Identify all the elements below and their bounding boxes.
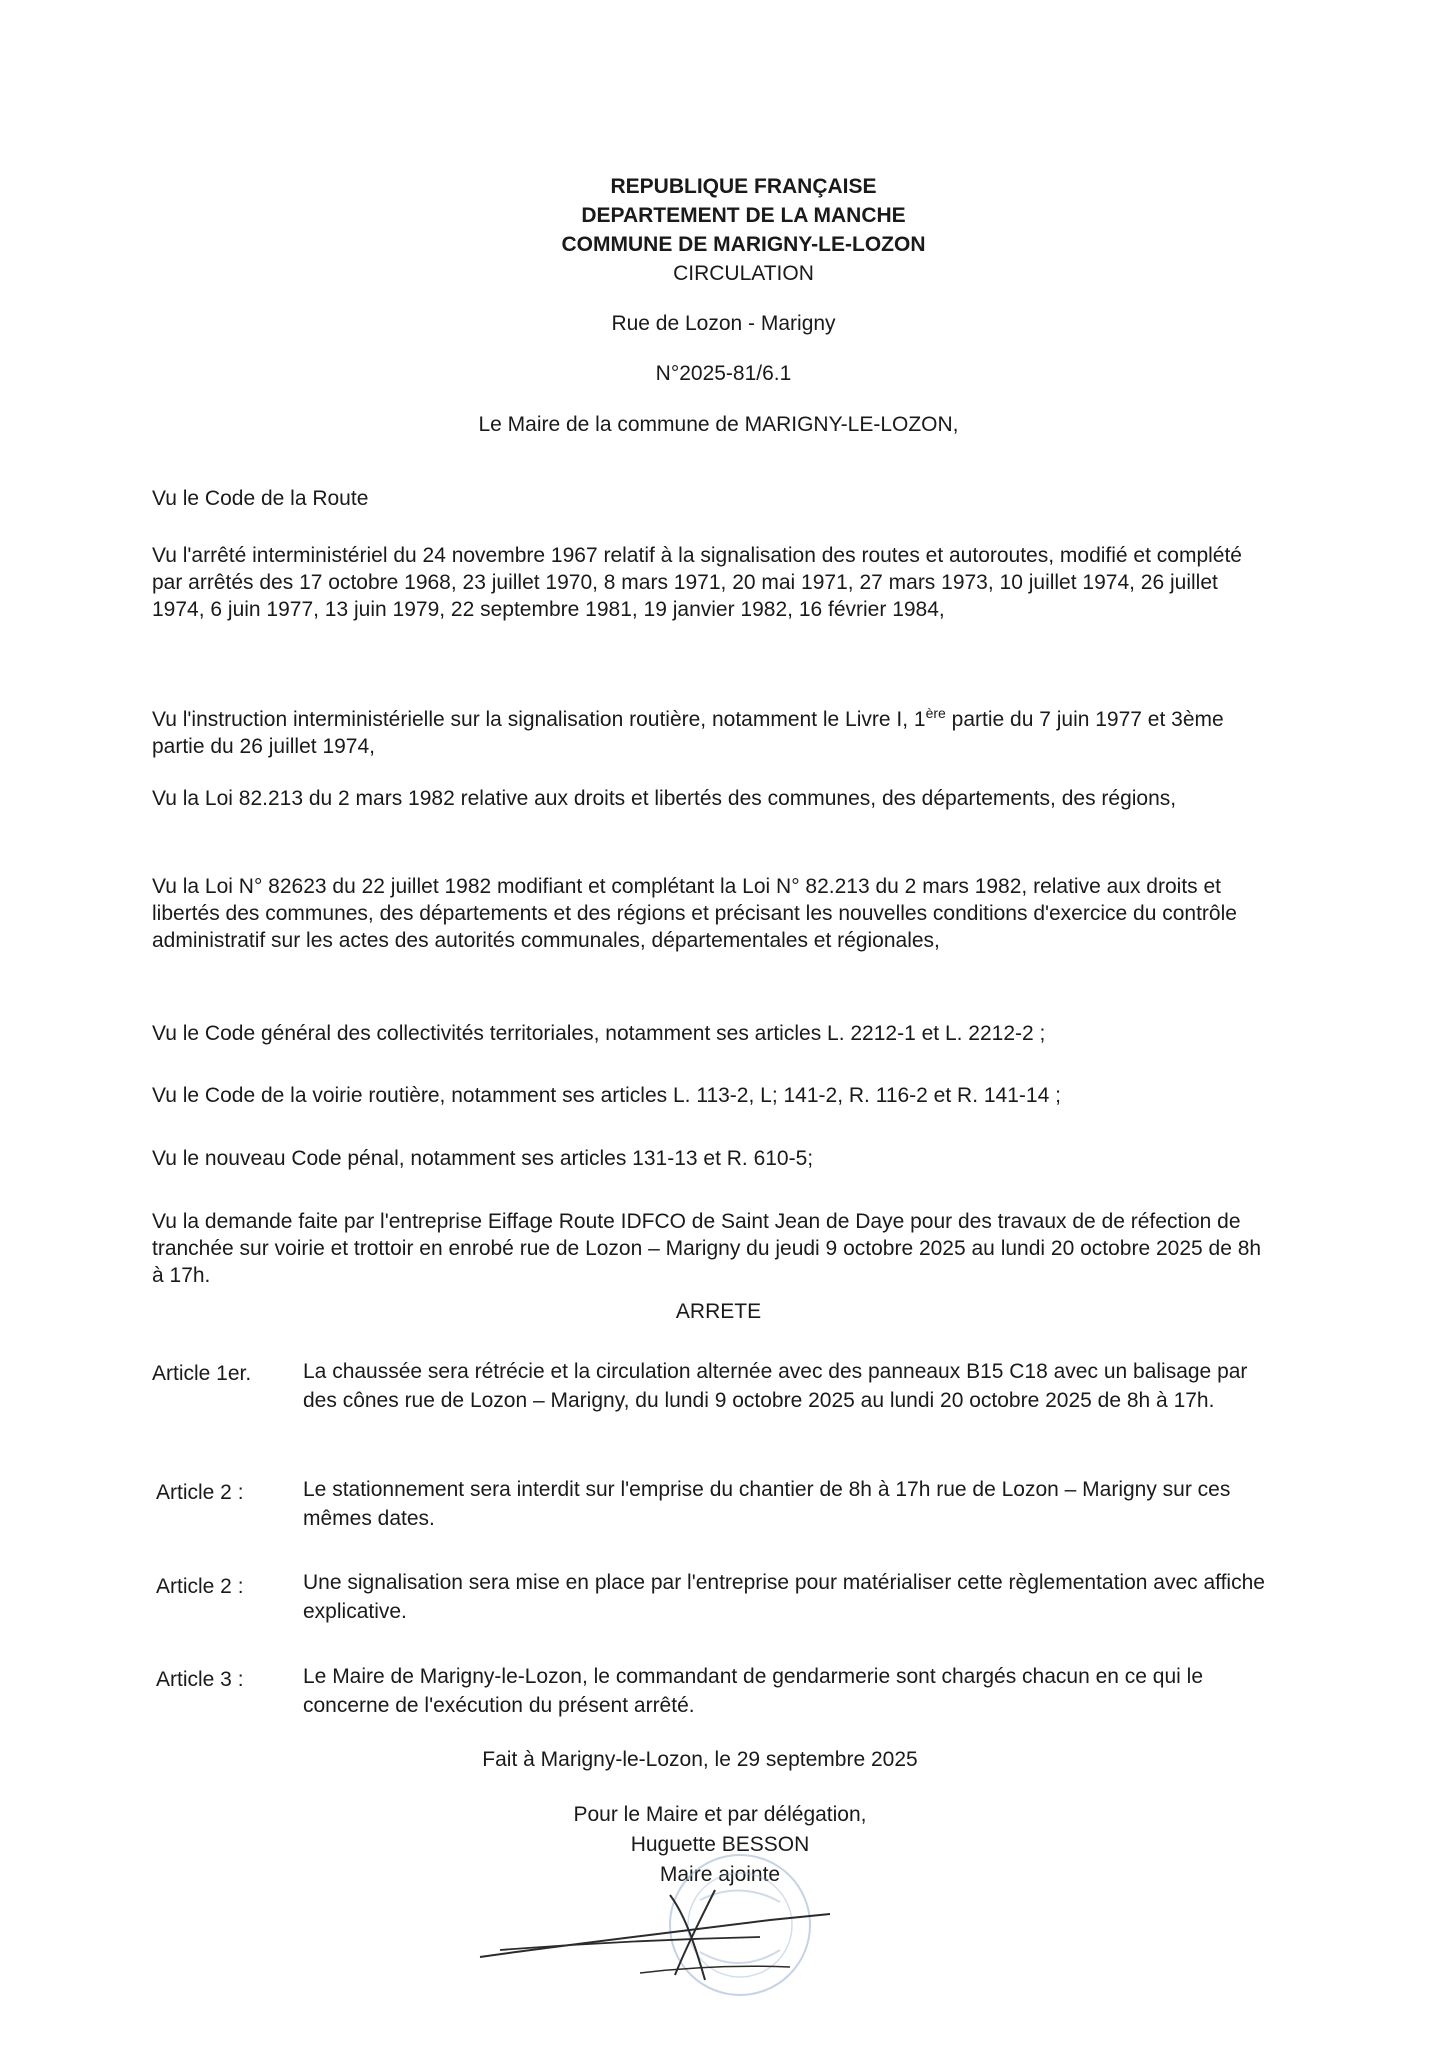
- vu-demande-eiffage: Vu la demande faite par l'entreprise Eiffage Route IDFCO de Saint Jean de Daye pour des travaux de de réfection de tranchée sur voirie et trottoir en enrobé rue de Lozon – Marigny du jeudi 9 octobre 2025 au lundi 20 octobre 2025 de 8h à 17h.: [152, 1210, 1262, 1287]
- vu-code-voirie: Vu le Code de la voirie routière, notamment ses articles L. 113-2, L; 141-2, R. 116-2 et R. 141-14 ;: [152, 1084, 1061, 1107]
- fait-a: Fait à Marigny-le-Lozon, le 29 septembre 2025: [482, 1748, 918, 1771]
- vu-instruction: [152, 700, 1272, 760]
- instruction-part1: Vu l'instruction interministérielle sur la signalisation routière, notamment le Livre I, 1: [152, 708, 926, 731]
- header-objet: CIRCULATION: [673, 262, 814, 285]
- article-2b-label: Article 2 :: [156, 1575, 244, 1598]
- handwritten-signature: [470, 1875, 850, 1985]
- vu-code-penal: Vu le nouveau Code pénal, notamment ses articles 131-13 et R. 610-5;: [152, 1147, 814, 1170]
- header-republique: REPUBLIQUE FRANÇAISE: [610, 175, 877, 198]
- article-2-label: Article 2 :: [156, 1481, 244, 1504]
- article-2b-text: Une signalisation sera mise en place par l'entreprise pour matérialiser cette règlementation avec affiche explicative.: [303, 1571, 1265, 1623]
- signature-name: Huguette BESSON: [630, 1833, 810, 1856]
- signature-delegation: Pour le Maire et par délégation,: [573, 1803, 867, 1826]
- header-commune: COMMUNE DE MARIGNY-LE-LOZON: [561, 233, 926, 256]
- lieu: Rue de Lozon - Marigny: [611, 312, 836, 335]
- arrete-title: ARRETE: [675, 1300, 762, 1323]
- vu-loi-82623: Vu la Loi N° 82623 du 22 juillet 1982 modifiant et complétant la Loi N° 82.213 du 2 mars 1982, relative aux droits et libertés des communes, des départements et des régions et précisant les nouvelles conditions d'exercice du contrôle administratif sur les actes des autorités communales, départementales et régionales,: [152, 875, 1237, 952]
- document-header: [0, 172, 1447, 288]
- article-3-text: Le Maire de Marigny-le-Lozon, le commandant de gendarmerie sont chargés chacun en ce qui le concerne de l'exécution du présent arrêté.: [303, 1665, 1204, 1717]
- vu-loi-82-213: Vu la Loi 82.213 du 2 mars 1982 relative aux droits et libertés des communes, des départements, des régions,: [152, 787, 1177, 810]
- arrete-numero: N°2025-81/6.1: [655, 362, 792, 385]
- header-departement: DEPARTEMENT DE LA MANCHE: [581, 204, 906, 227]
- vu-arrete-1967: Vu l'arrêté interministériel du 24 novembre 1967 relatif à la signalisation des routes et autoroutes, modifié et complété par arrêtés des 17 octobre 1968, 23 juillet 1970, 8 mars 1971, 20 mai 1971, 27 mars 1973, 10 juillet 1974, 26 juillet 1974, 6 juin 1977, 13 juin 1979, 22 septembre 1981, 19 janvier 1982, 16 février 1984,: [152, 544, 1242, 621]
- article-1-text: La chaussée sera rétrécie et la circulation alternée avec des panneaux B15 C18 avec un balisage par des cônes rue de Lozon – Marigny, du lundi 9 octobre 2025 au lundi 20 octobre 2025 de 8h à 17h.: [303, 1360, 1248, 1412]
- maire-intro: Le Maire de la commune de MARIGNY-LE-LOZON,: [478, 413, 959, 436]
- instruction-part2: partie du 7 juin 1977 et 3ème partie du 26 juillet 1974,: [152, 708, 1224, 758]
- instruction-sup: ère: [925, 705, 946, 721]
- article-1-label: Article 1er.: [152, 1362, 252, 1385]
- article-3-label: Article 3 :: [156, 1668, 244, 1691]
- vu-code-collectivites: Vu le Code général des collectivités territoriales, notamment ses articles L. 2212-1 et L. 2212-2 ;: [152, 1022, 1046, 1045]
- signature-role: Maire ajointe: [659, 1863, 781, 1886]
- article-2-text: Le stationnement sera interdit sur l'emprise du chantier de 8h à 17h rue de Lozon – Marigny sur ces mêmes dates.: [303, 1478, 1231, 1530]
- vu-code-route: Vu le Code de la Route: [152, 487, 369, 510]
